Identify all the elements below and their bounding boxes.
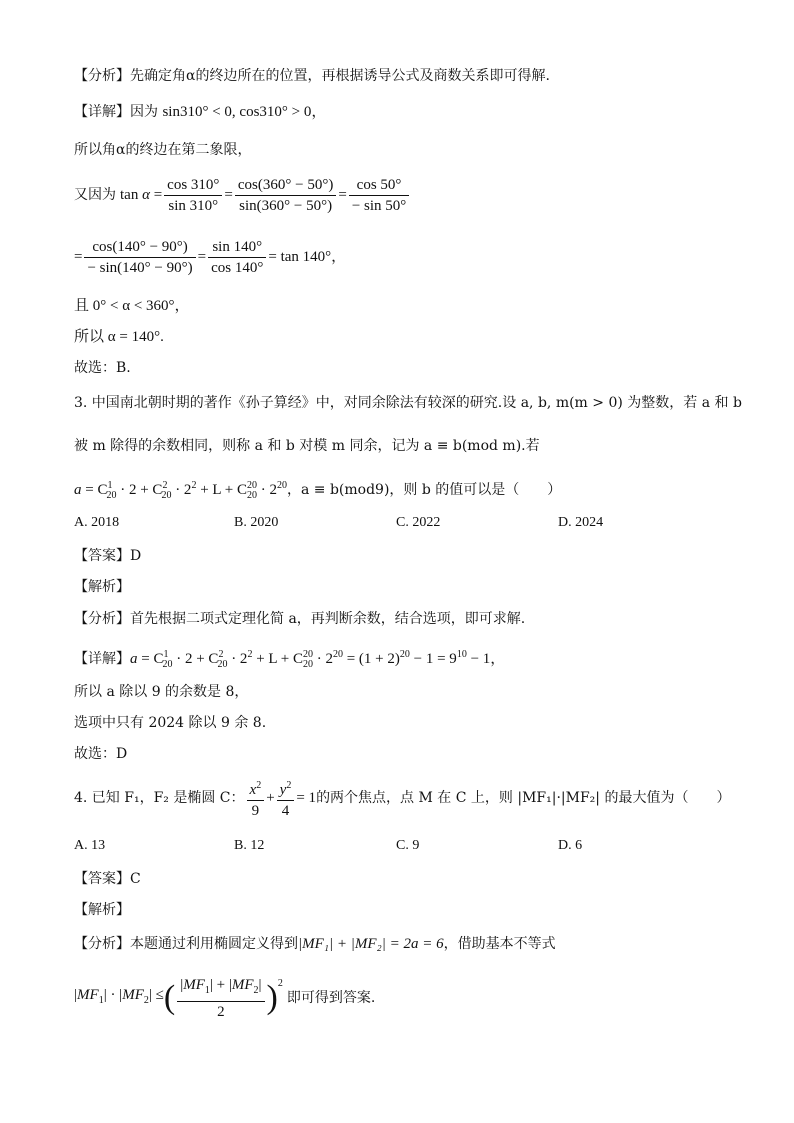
q3-option-line: 选项中只有 2024 除以 9 余 8. <box>74 715 267 731</box>
answer-line: 故选：B. <box>74 360 131 376</box>
q3-option-b: B. 2020 <box>234 515 279 530</box>
q3-final: 故选：D <box>74 746 128 762</box>
q4-stem: 4. 已知 F₁，F₂ 是椭圆 C： $\frac{x^2}{9}$ + $\frac{y^2}{4}$ = 1 的两个焦点，点 M 在 C 上，则 |MF₁|·|MF₂| 的最大值为（ ） <box>74 778 730 818</box>
analysis-label: 【分析】 <box>74 68 130 84</box>
q4-option-a: A. 13 <box>74 838 106 853</box>
q3-remainder-line: 所以 a 除以 9 的余数是 8， <box>74 684 249 700</box>
q4-option-b: B. 12 <box>234 838 265 853</box>
alpha-result-line: 所以 α = 140°. <box>74 329 164 345</box>
range-line: 且 0° < α < 360°， <box>74 298 190 314</box>
detail-expr: sin310° < 0, cos310° > 0， <box>162 104 327 120</box>
q3-jiexi-label: 【解析】 <box>74 579 130 595</box>
q3-option-c: C. 2022 <box>396 515 441 530</box>
q3-answer-label: 【答案】D <box>74 548 142 564</box>
detail-label: 【详解】 <box>74 104 130 120</box>
q3-analysis: 【分析】首先根据二项式定理化简 a，再判断余数，结合选项，即可求解. <box>74 611 526 627</box>
q4-answer-label: 【答案】C <box>74 871 141 887</box>
q4-jiexi-label: 【解析】 <box>74 902 130 918</box>
q4-option-d: D. 6 <box>558 838 583 853</box>
q3-stem-3: $a = C^1_{20} \cdot 2 + C^2_{20} \cdot 2^2 + L + C^{20}_{20} \cdot 2^{20}$，a ≡ b(mod9)，则 b 的值可以是（ ） <box>74 480 562 501</box>
detail-line: 【详解】因为 sin310° < 0, cos310° > 0， <box>74 104 327 120</box>
analysis-line <box>74 66 550 86</box>
tan-equation-1: 又因为 tan α = $\frac{\cos 310^\circ}{\sin 310^\circ}$ = $\frac{\cos(360^\circ - 50^\circ)}{\sin(360^\circ - 50^\circ)}$ = $\frac{\cos 50^\circ}{- \sin 50^\circ}$ <box>74 172 411 218</box>
q3-detail: 【详解】$a = C^1_{20} \cdot 2 + C^2_{20} \cdot 2^2 + L + C^{20}_{20} \cdot 2^{20} = (1 + 2)^{20} - 1 = 9^{10} - 1$， <box>74 649 506 670</box>
tan-equation-2: = $\frac{\cos(140^\circ - 90^\circ)}{- \sin(140^\circ - 90^\circ)}$ = $\frac{\sin 140^\circ}{\cos 140^\circ}$ = tan 140°， <box>74 238 347 276</box>
q3-option-a: A. 2018 <box>74 515 120 530</box>
q4-analysis: 【分析】本题通过利用椭圆定义得到|MF₁| + |MF₂| = 2a = 6，借助基本不等式 <box>74 936 556 952</box>
q3-stem-1: 3. 中国南北朝时期的著作《孙子算经》中，对同余除法有较深的研究.设 a, b, m(m > 0) 为整数，若 a 和 b <box>74 395 742 411</box>
q4-inequality: $|MF_1| \cdot |MF_2|$ ≤ ( $\frac{|MF_1| + |MF_2|}{2}$ ) 2 即可得到答案. <box>74 976 376 1020</box>
q4-option-c: C. 9 <box>396 838 420 853</box>
quadrant-line: 所以角α的终边在第二象限， <box>74 142 252 158</box>
q3-option-d: D. 2024 <box>558 515 604 530</box>
analysis-text: 先确定角α的终边所在的位置，再根据诱导公式及商数关系即可得解. <box>130 68 550 84</box>
q3-stem-2: 被 m 除得的余数相同，则称 a 和 b 对模 m 同余，记为 a ≡ b(mod m).若 <box>74 438 540 454</box>
